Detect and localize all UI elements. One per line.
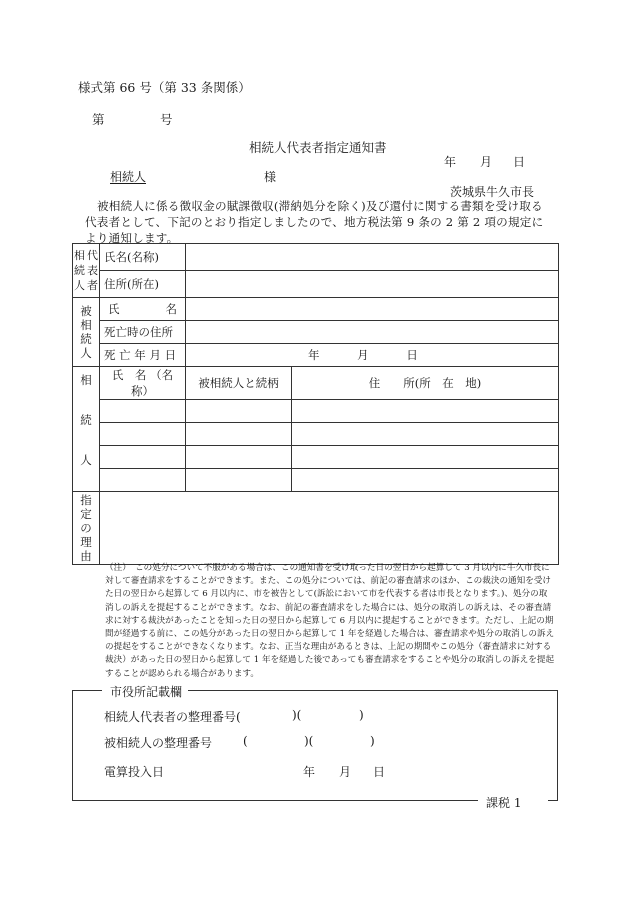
date-month: 月 <box>480 155 493 169</box>
department-label: 課税 1 <box>486 796 522 810</box>
heir-relation-cell[interactable] <box>186 469 292 492</box>
heir-address-cell[interactable] <box>292 423 559 446</box>
form-number: 様式第 66 号（第 33 条関係） <box>78 80 251 95</box>
heir-name-cell[interactable] <box>100 446 186 469</box>
rep-address-value[interactable] <box>186 271 559 298</box>
dec-address-label: 死亡時の住所 <box>100 321 186 344</box>
number-suffix: 号 <box>160 112 173 127</box>
input-date-month: 月 <box>339 765 352 779</box>
dec-date-label: 死 亡 年 月 日 <box>100 344 186 367</box>
date-day: 日 <box>513 155 526 169</box>
dec-address-row <box>73 321 559 344</box>
rep-group-label: 相 代 続 表 人 者 <box>73 244 100 298</box>
heirs-address-header: 住 所(所 在 地) <box>292 367 559 400</box>
heir-name-cell[interactable] <box>100 469 186 492</box>
heir-relation-cell[interactable] <box>186 446 292 469</box>
heir-address-cell[interactable] <box>292 469 559 492</box>
rep-number-end: ) <box>359 708 364 722</box>
rep-name-label: 氏名(名称) <box>100 244 186 271</box>
dec-number-end: ) <box>370 734 375 748</box>
date-year: 年 <box>444 155 457 169</box>
heir-address-cell[interactable] <box>292 400 559 423</box>
appeal-notice: （注） この処分について不服がある場合は、この通知書を受け取った日の翌日から起算して 3 月以内に牛久市長に対して審査請求をすることができます。また、この処分については、前記の審査請求のほか、この裁決の通知を受けた日の翌日から起算して 6 月以内に、市を被告として(訴訟において市を代表する者は市長となります。)、処分の取消しの訴えを提起することができます。なお、前記の審査請求をした場合には、処分の取消しの訴えは、その審査請求に対する裁決があったことを知った日の翌日から起算して 6 月以内に提起することができます。ただし、上記の期間が経過する前に、この処分があった日の翌日から起算して 1 年を経過した場合は、審査請求や処分の取消しの訴えの提起をすることができなくなります。なお、正当な理由があるときは、上記の期間やこの処分（審査請求に対する裁決）があった日の翌日から起算して 1 年を経過した後であっても審査請求をすることや処分の取消しの訴えを提起することが認められる場合があります。 <box>105 563 555 679</box>
dec-name-row <box>73 298 559 321</box>
heirs-name-header: 氏 名 （名 称） <box>100 367 186 400</box>
heir-address-cell[interactable] <box>292 446 559 469</box>
number-prefix: 第 <box>92 112 105 127</box>
heir-relation-cell[interactable] <box>186 423 292 446</box>
heirs-group-label: 相 続 人 <box>73 367 100 492</box>
reason-value[interactable] <box>100 492 559 565</box>
heirs-row <box>73 400 559 423</box>
heir-relation-cell[interactable] <box>186 400 292 423</box>
rep-number-mid: )( <box>292 708 302 722</box>
box-border <box>188 690 557 691</box>
rep-number-label: 相続人代表者の整理番号( <box>104 710 241 724</box>
dec-number-open: ( <box>243 734 248 748</box>
reason-label: 指 定 の 理 由 <box>73 492 100 565</box>
addressee-label: 相続人 <box>110 170 147 184</box>
dec-group-label: 被 相 続 人 <box>73 298 100 367</box>
dec-number-label: 被相続人の整理番号 <box>104 736 213 750</box>
designation-table <box>72 243 559 565</box>
box-border <box>72 690 102 691</box>
heirs-row <box>73 423 559 446</box>
input-date-year: 年 <box>303 765 316 779</box>
addressee-line <box>110 168 280 185</box>
heirs-row <box>73 469 559 492</box>
reason-row <box>73 492 559 565</box>
input-date-label: 電算投入日 <box>104 765 165 779</box>
heir-name-cell[interactable] <box>100 423 186 446</box>
dec-date-value[interactable]: 年 月 日 <box>186 344 559 367</box>
body-text: 被相続人に係る徴収金の賦課徴収(滞納処分を除く)及び還付に関する書類を受け取る代表者として、下記のとおり指定しましたので、地方税法第 9 条の 2 第 2 項の規定により通知します。 <box>85 199 544 245</box>
rep-address-label: 住所(所在) <box>100 271 186 298</box>
issuer: 茨城県牛久市長 <box>450 185 535 199</box>
heirs-relation-header: 被相続人と続柄 <box>186 367 292 400</box>
heirs-row <box>73 446 559 469</box>
dec-number-mid: )( <box>304 734 314 748</box>
heir-name-cell[interactable] <box>100 400 186 423</box>
rep-name-row <box>73 244 559 271</box>
rep-address-row <box>73 271 559 298</box>
document-title: 相続人代表者指定通知書 <box>249 140 387 155</box>
office-heading: 市役所記載欄 <box>110 685 183 699</box>
dec-name-label: 氏 名 <box>100 298 186 321</box>
honorific: 様 <box>264 170 277 184</box>
heirs-header-row <box>73 367 559 400</box>
rep-name-value[interactable] <box>186 244 559 271</box>
dec-name-value[interactable] <box>186 298 559 321</box>
input-date-day: 日 <box>373 765 386 779</box>
dec-address-value[interactable] <box>186 321 559 344</box>
dec-date-row <box>73 344 559 367</box>
